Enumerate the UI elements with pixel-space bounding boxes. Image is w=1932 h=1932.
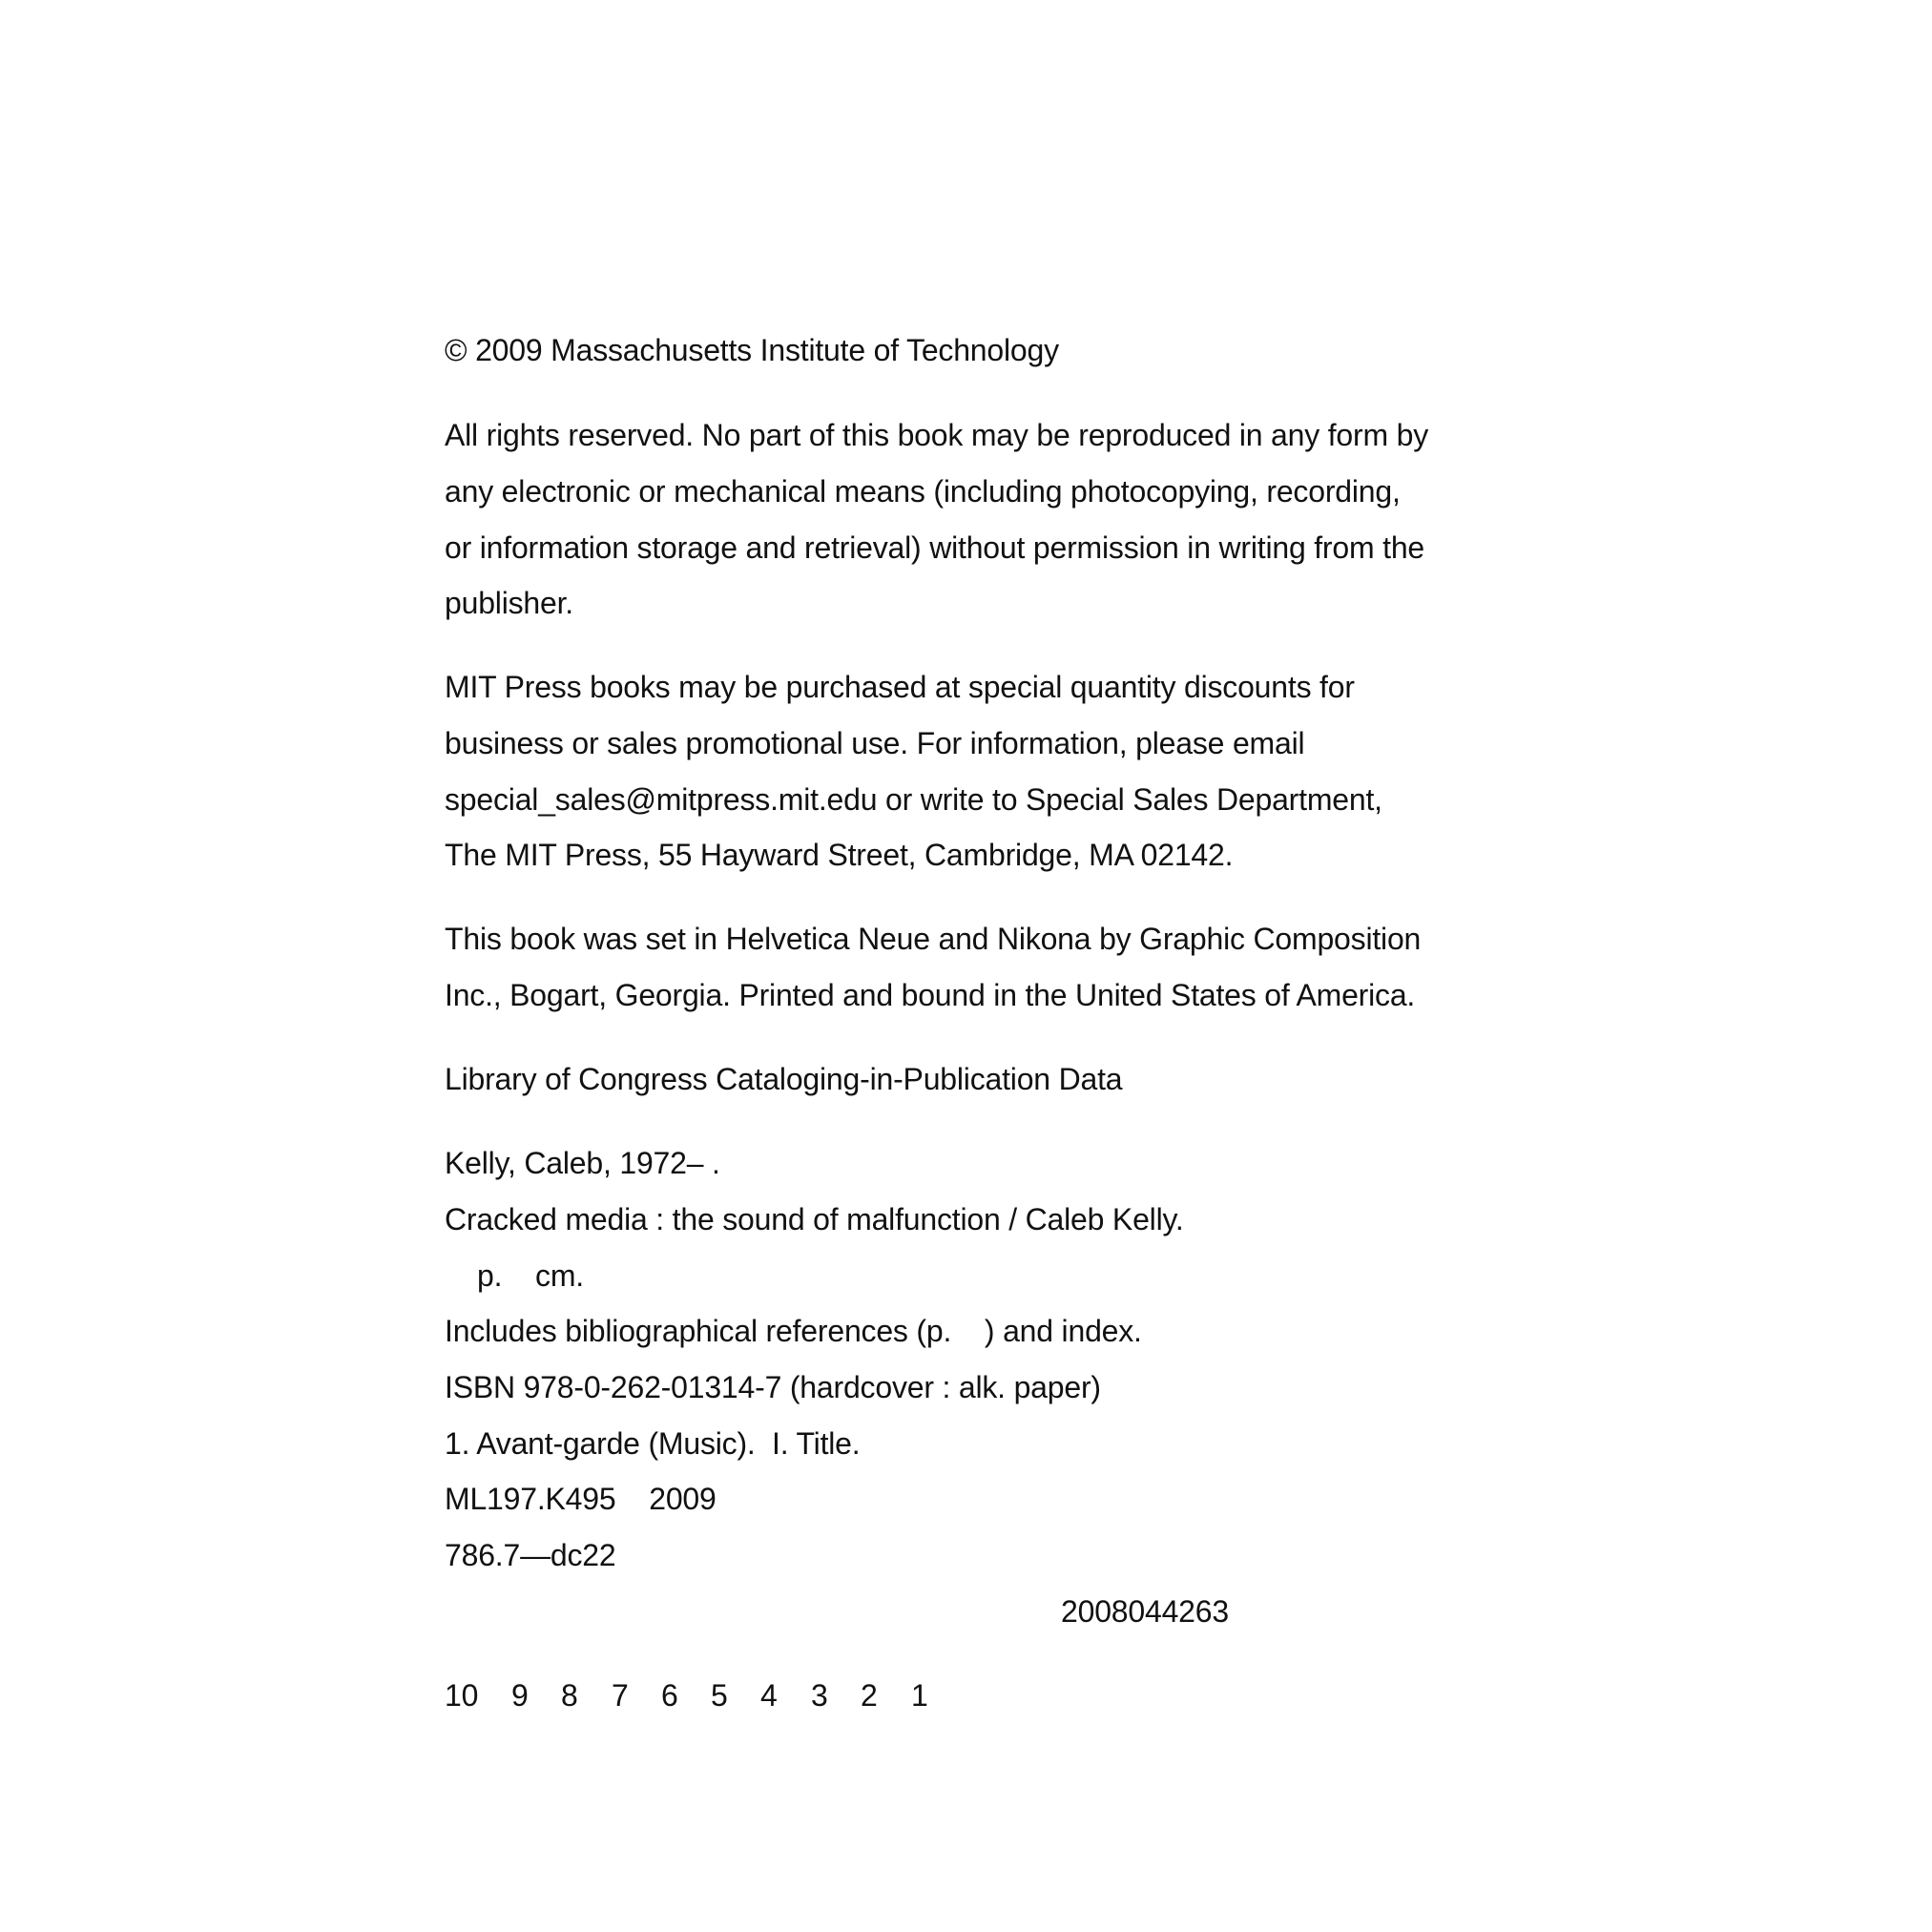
cip-isbn: ISBN 978-0-262-01314-7 (hardcover : alk. paper) [445, 1370, 1101, 1404]
cip-subjects: 1. Avant-garde (Music). I. Title. [445, 1426, 861, 1461]
rights-line-3: or information storage and retrieval) without permission in writing from the [445, 530, 1425, 565]
cip-title: Cracked media : the sound of malfunction / Caleb Kelly. [445, 1202, 1184, 1236]
typeset-line-2: Inc., Bogart, Georgia. Printed and bound in the United States of America. [445, 978, 1416, 1012]
rights-line-1: All rights reserved. No part of this book may be reproduced in any form by [445, 418, 1429, 452]
copyright-notice: © 2009 Massachusetts Institute of Technology [445, 333, 1059, 367]
printing-number: 8 [561, 1678, 578, 1713]
sales-line-2: business or sales promotional use. For information, please email [445, 726, 1305, 760]
printing-number: 5 [711, 1678, 728, 1713]
sales-line-3: special_sales@mitpress.mit.edu or write to Special Sales Department, [445, 782, 1382, 817]
printing-number: 10 [445, 1678, 479, 1713]
cip-lccn: 2008044263 [1061, 1594, 1229, 1629]
rights-line-4: publisher. [445, 586, 573, 620]
printing-number: 3 [811, 1678, 828, 1713]
printing-number: 4 [760, 1678, 778, 1713]
cip-author: Kelly, Caleb, 1972– . [445, 1146, 720, 1180]
printing-number: 9 [511, 1678, 529, 1713]
typeset-line-1: This book was set in Helvetica Neue and Nikona by Graphic Composition [445, 922, 1422, 956]
rights-line-2: any electronic or mechanical means (including photocopying, recording, [445, 474, 1401, 509]
printing-number: 1 [911, 1678, 928, 1713]
sales-line-1: MIT Press books may be purchased at special quantity discounts for [445, 670, 1355, 704]
printing-number: 6 [661, 1678, 678, 1713]
printing-number: 2 [861, 1678, 878, 1713]
cip-pages: p. cm. [477, 1258, 584, 1293]
sales-line-4: The MIT Press, 55 Hayward Street, Cambridge, MA 02142. [445, 838, 1234, 872]
cip-bibliography: Includes bibliographical references (p. ) and index. [445, 1314, 1142, 1348]
cip-dewey: 786.7—dc22 [445, 1538, 616, 1572]
printing-number: 7 [612, 1678, 629, 1713]
cip-lc-class: ML197.K495 2009 [445, 1482, 717, 1516]
cip-heading: Library of Congress Cataloging-in-Publication Data [445, 1062, 1123, 1096]
